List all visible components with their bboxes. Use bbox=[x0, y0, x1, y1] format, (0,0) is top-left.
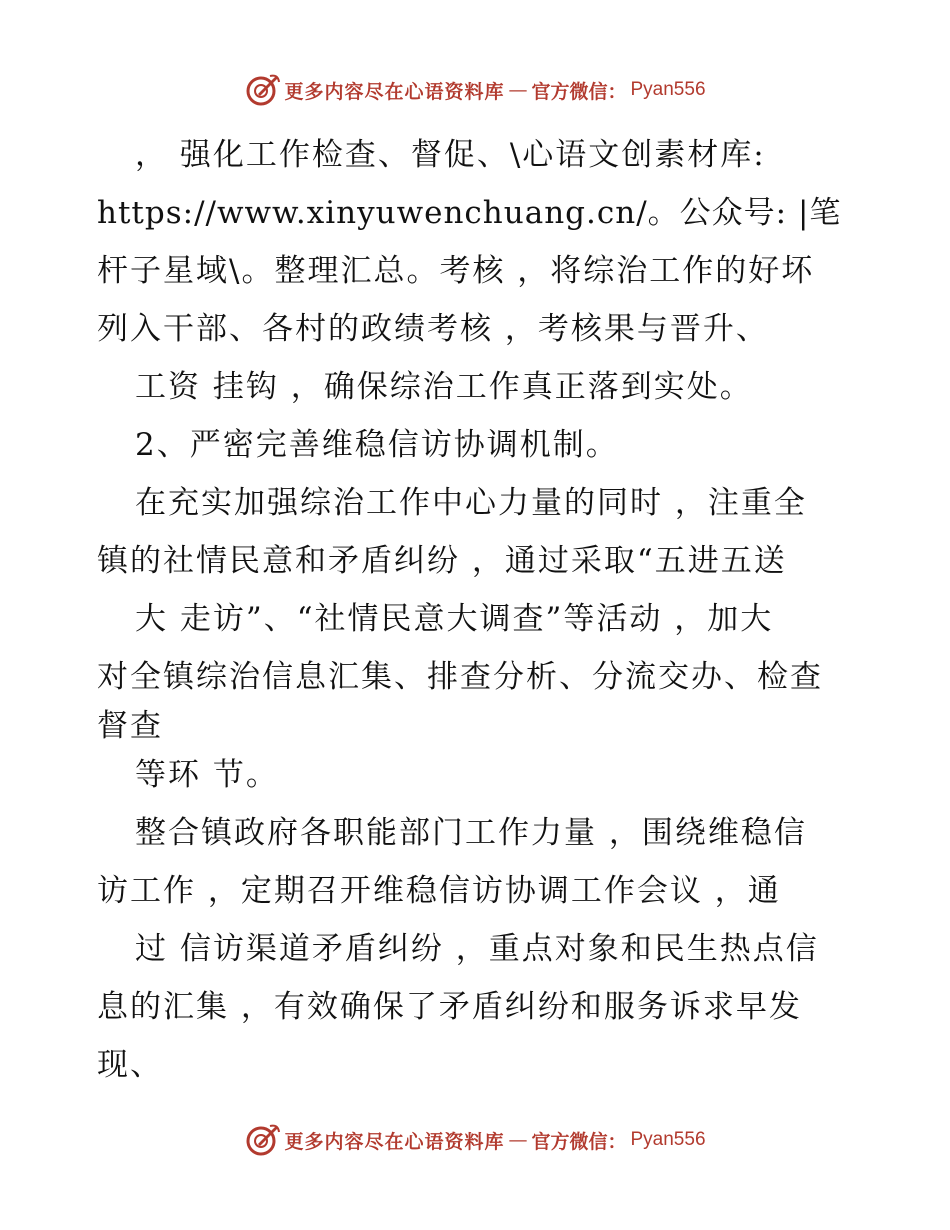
paragraph-line: 督查 bbox=[97, 708, 163, 744]
paragraph-line: 在充实加强综治工作中心力量的同时 ，注重全 bbox=[135, 485, 807, 521]
paragraph-line: 大 走访”、“社情民意大调查”等活动 ，加大 bbox=[135, 601, 774, 637]
paragraph-line: 现、 bbox=[97, 1047, 163, 1083]
header-wechat-id: Pyan556 bbox=[630, 79, 706, 100]
footer-wechat-label: 官方微信： bbox=[531, 1130, 627, 1153]
footer-site-text: 更多内容尽在心语资料库 bbox=[284, 1130, 505, 1153]
quill-logo-icon bbox=[244, 1122, 280, 1158]
footer-wechat-id: Pyan556 bbox=[630, 1129, 706, 1150]
paragraph-line: 杆子星域\。整理汇总。考核 ，将综治工作的好坏 bbox=[97, 253, 815, 289]
header-dash: — bbox=[508, 79, 528, 101]
paragraph-line: ， 强化工作检查、督促、\心语文创素材库: bbox=[135, 137, 766, 173]
document-body bbox=[97, 126, 877, 1094]
paragraph-line: 过 信访渠道矛盾纠纷 ，重点对象和民生热点信 bbox=[135, 931, 819, 967]
paragraph-line: 列入干部、各村的政绩考核 ，考核果与晋升、 bbox=[97, 311, 769, 347]
paragraph-line: 访工作 ，定期召开维稳信访协调工作会议 ，通 bbox=[97, 873, 781, 909]
paragraph-line: 等环 节。 bbox=[135, 757, 279, 793]
quill-logo-icon bbox=[244, 72, 280, 108]
footer-banner bbox=[0, 1118, 950, 1162]
paragraph-line: 息的汇集 ，有效确保了矛盾纠纷和服务诉求早发 bbox=[97, 989, 802, 1025]
header-site-text: 更多内容尽在心语资料库 bbox=[284, 80, 505, 103]
header-wechat-label: 官方微信： bbox=[531, 80, 627, 103]
paragraph-line: 2、严密完善维稳信访协调机制。 bbox=[135, 427, 619, 463]
paragraph-line: 整合镇政府各职能部门工作力量 ，围绕维稳信 bbox=[135, 815, 807, 851]
paragraph-line: 对全镇综治信息汇集、排查分析、分流交办、检查 bbox=[97, 659, 823, 695]
paragraph-line: 镇的社情民意和矛盾纠纷 ，通过采取“五进五送 bbox=[97, 543, 787, 579]
paragraph-line: 工资 挂钩 ，确保综治工作真正落到实处。 bbox=[135, 369, 753, 405]
footer-dash: — bbox=[508, 1129, 528, 1151]
header-banner bbox=[0, 68, 950, 112]
paragraph-line: https://www.xinyuwenchuang.cn/。公众号: |笔 bbox=[97, 195, 842, 231]
